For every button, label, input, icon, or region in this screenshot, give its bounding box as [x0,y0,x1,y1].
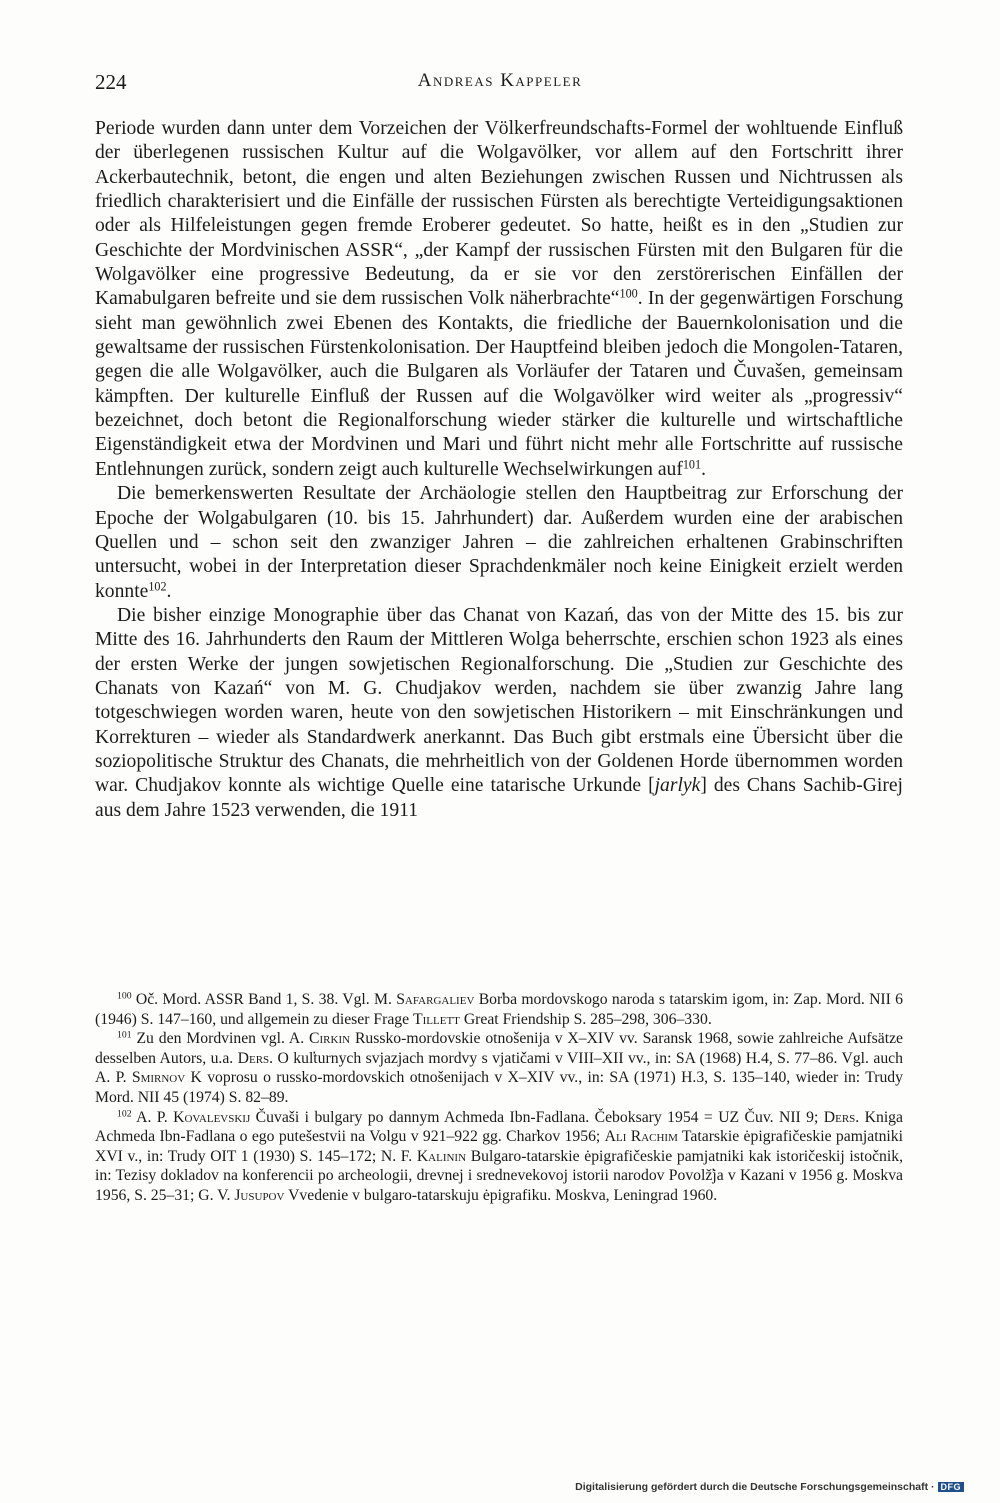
text-run: Bulgaro-tatarskie ėpigrafičeskie pamjatniki kak istoričeskij istočnik, in: Tezisy dokladov na konferencii po archeologii, drevnej i srednevekovoj istorii narodov Povolž̕ja v Kazani v 1956 g. Moskva 1956, S. 25–31; G. V. [95,1147,903,1204]
text-run: Tatarskie ėpigrafičeskie pamjatniki XVI v., in: Trudy OIT 1 (1930) S. 145–172; N. F. [95,1128,903,1165]
author-name: Kalinin [416,1147,467,1165]
author-name: Kovalevskij [173,1108,251,1126]
footnote-100 [95,990,903,1029]
author-name: Ders. [823,1108,860,1126]
dfg-logo: DFG [938,1482,965,1492]
footnote-ref[interactable]: 100 [619,286,638,301]
text-run: Bor̕ba mordovskogo naroda s tatarskim igom, in: Zap. Mord. NII 6 (1946) S. 147–160, und allgemein zu dieser Frage [95,991,903,1028]
footnote-102 [95,1108,903,1206]
author-name: Ali Rachim [604,1128,678,1146]
body-text [95,117,903,823]
paragraph [95,117,903,482]
author-name: Safargaliev [396,991,475,1008]
text-run: . In der gegenwärtigen Forschung sieht man gewöhnlich zwei Ebenen des Kontakts, die friedliche der Bauernkolonisation und die gewaltsame der russischen Fürstenkolonisation. Der Hauptfeind bleiben jedoch die Mongolen-Tataren, gegen die alle Wolgavölker, auch die Bulgaren als Vorläufer der Tataren und Čuvašen, gemeinsam kämpften. Der kulturelle Einfluß der Russen auf die Wolgavölker wird weiter als „progressiv“ bezeichnet, doch betont die Regionalforschung wieder stärker die kulturelle und wirtschaftliche Eigenständigkeit etwa der Mordvinen und Mari und führt nicht mehr alle Fortschritte auf russische Entlehnungen zurück, sondern zeigt auch kulturelle Wechselwirkungen auf [95,288,903,480]
text-run: O kul̕turnych svjazjach mordvy s vjatičami v VIII–XII vv., in: SA (1968) H.4, S. 77–86. Vgl. auch A. P. [95,1049,903,1087]
author-name: Tillett [413,1010,460,1028]
running-head: Andreas Kappeler [417,70,583,91]
digitization-credit [575,1481,964,1493]
text-run: . [701,458,706,480]
text-run: Oč. Mord. ASSR Band 1, S. 38. Vgl. M. [131,991,397,1008]
text-run: K voprosu o russko-mordovskich otnošenijach v X–XIV vv., in: SA (1971) H.3, S. 135–140, wieder in: Trudy Mord. NII 45 (1974) S. 82–89. [95,1069,903,1106]
text-run: Russko-mordovskie otnošenija v X–XIV vv. Saransk 1968, sowie zahlreiche Aufsätze desselben Autors, u.a. [95,1030,903,1067]
italic-term: jarlyk [654,775,701,797]
author-name: Smirnov [131,1069,186,1087]
text-run: . [166,580,172,602]
text-run: Zu den Mordvinen vgl. A. [131,1030,310,1048]
text-run: A. P. [131,1108,174,1126]
text-run: Die bisher einzige Monographie über das Chanat von Kazań, das von der Mitte des 15. bis zur Mitte des 16. Jahrhunderts den Raum der Mittleren Wolga beherrschte, erschien schon 1923 als eines der ersten Werke der jungen sowjetischen Regionalforschung. Die „Studien zur Geschichte des Chanats von Kazań“ von M. G. Chudjakov werden, nachdem sie über zwanzig Jahre lang totgeschwiegen worden waren, heute von den sowjetischen Historikern – mit Einschränkungen und Korrekturen – wieder als Standardwerk anerkannt. Das Buch gibt erstmals eine Übersicht über die soziopolitische Struktur des Chanats, die mehrheitlich von der Goldenen Horde übernommen worden war. Chudjakov konnte als wichtige Quelle eine tatarische Urkunde [ [95,604,903,797]
footnote-ref[interactable]: 102 [148,578,167,593]
text-run: Vvedenie v bulgaro-tatarskuju ėpigrafiku. Moskva, Leningrad 1960. [284,1186,718,1204]
author-name: Cirkin [309,1030,351,1048]
text-run: Kniga Achmeda Ibn-Fadlana o ego putešestvii na Volgu v 921–922 gg. Char̕kov 1956; [95,1108,903,1146]
footnote-ref[interactable]: 101 [682,457,702,472]
paragraph [95,482,903,604]
credit-text: Digitalisierung gefördert durch die Deutsche Forschungsgemeinschaft · [575,1481,935,1493]
author-name: Ders. [237,1049,274,1067]
footnote-number: 100 [117,990,132,1002]
footnotes [95,990,903,1206]
footnote-101 [95,1029,903,1107]
page-number: 224 [95,70,127,94]
text-run: Periode wurden dann unter dem Vorzeichen der Völkerfreundschafts-Formel der wohltuende Einfluß der überlegenen russischen Kultur auf die Wolgavölker, vor allem auf den Fortschritt ihrer Ackerbautechnik, betont, die engen und alten Beziehungen zwischen Russen und Nichtrussen als friedlich charakterisiert und die Einfälle der russischen Fürsten als berechtigte Verteidigungsaktionen oder als Hilfeleistungen gegen fremde Eroberer gedeutet. So hatte, heißt es in den „Studien zur Geschichte der Mordvinischen ASSR“, „der Kampf der russischen Fürsten mit den Bulgaren für die Wolgavölker eine progressive Bedeutung, da er sie vor den zerstörerischen Einfällen der Kamabulgaren befreite und sie dem russischen Volk näherbrachte“ [95,118,903,310]
text-run: Great Friendship S. 285–298, 306–330. [459,1010,712,1028]
text-run: Čuvaši i bulgary po dannym Achmeda Ibn-Fadlana. Čeboksary 1954 = UZ Čuv. NII 9; [250,1108,824,1126]
text-run: ] des Chans Sachib-Girej aus dem Jahre 1523 verwenden, die 1911 [95,775,904,821]
text-run: Die bemerkenswerten Resultate der Archäologie stellen den Hauptbeitrag zur Erforschung der Epoche der Wolgabulgaren (10. bis 15. Jahrhundert) dar. Außerdem wurden eine der arabischen Quellen und – schon seit den zwanziger Jahren – die zahlreichen erhaltenen Grabinschriften untersucht, wobei in der Interpretation dieser Sprachdenkmäler noch keine Einigkeit erzielt werden konnte [95,483,903,602]
paragraph [95,604,903,823]
footnote-number: 102 [117,1108,132,1120]
footnote-number: 101 [117,1029,132,1041]
author-name: Jusupov [234,1186,285,1204]
